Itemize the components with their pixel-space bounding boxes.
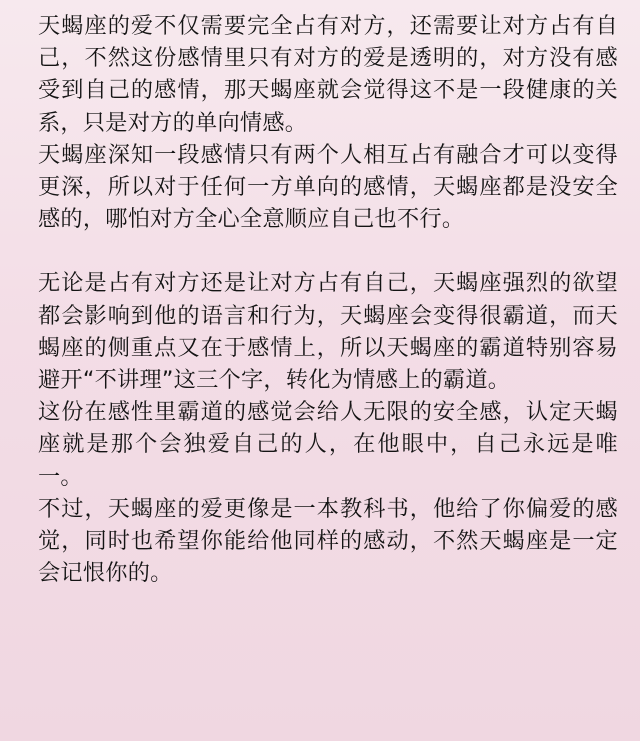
paragraph-3: 无论是占有对方还是让对方占有自己，天蝎座强烈的欲望都会影响到他的语言和行为，天蝎座会变得很霸道，而天蝎座的侧重点又在于感情上，所以天蝎座的霸道特别容易避开“不讲理”这三个字，转化为情感上的霸道。 (38, 270, 618, 394)
paragraph-1: 天蝎座的爱不仅需要完全占有对方，还需要让对方占有自己，不然这份感情里只有对方的爱是透明的，对方没有感受到自己的感情，那天蝎座就会觉得这不是一段健康的关系，只是对方的单向情感。 (38, 13, 618, 136)
paragraph-4: 这份在感性里霸道的感觉会给人无限的安全感，认定天蝎座就是那个会独爱自己的人，在他眼中，自己永远是唯一。 (38, 399, 618, 490)
paragraph-2: 天蝎座深知一段感情只有两个人相互占有融合才可以变得更深，所以对于任何一方单向的感情，天蝎座都是没安全感的，哪怕对方全心全意顺应自己也不行。 (38, 141, 618, 233)
paragraph-5: 不过，天蝎座的爱更像是一本教科书，他给了你偏爱的感觉，同时也希望你能给他同样的感动，不然天蝎座是一定会记恨你的。 (38, 495, 618, 587)
paragraph-gap (38, 235, 618, 267)
